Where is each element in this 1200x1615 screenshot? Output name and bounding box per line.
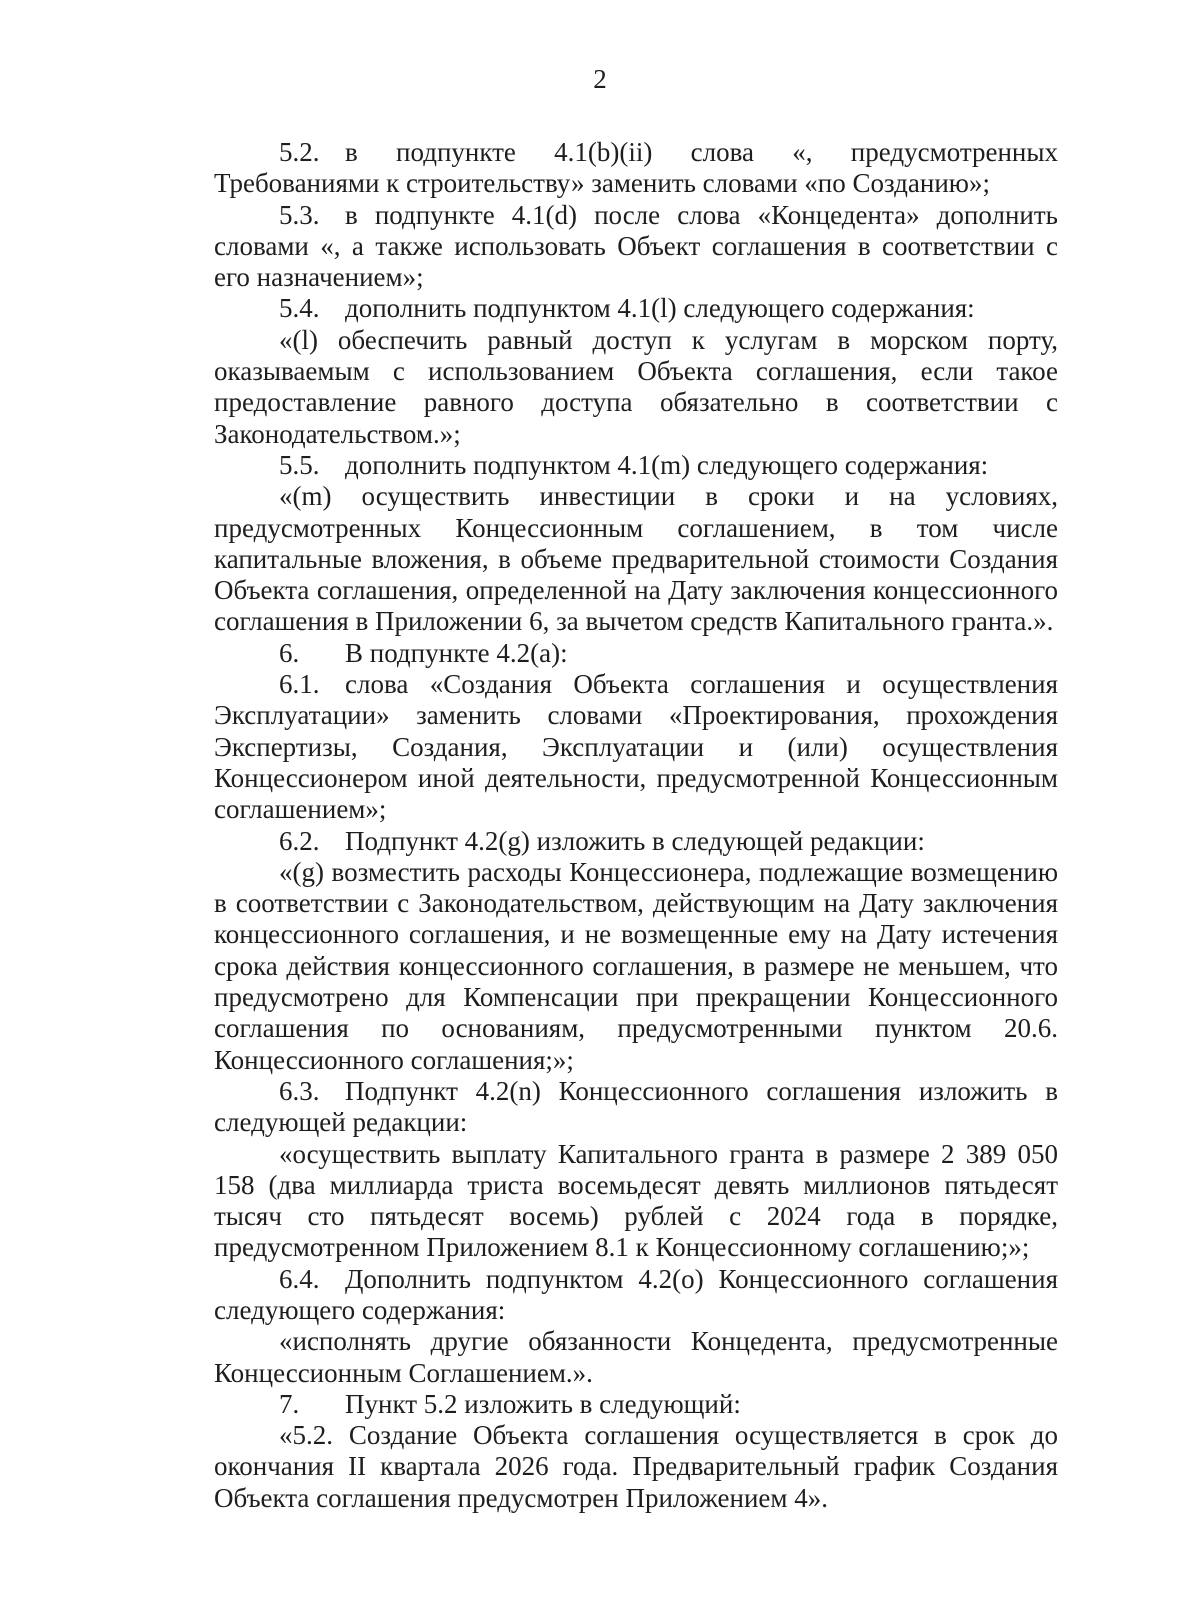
paragraph-text: «(g) возместить расходы Концессионера, подлежащие возмещению в соответствии с Законодательством, действующим на Дату заключения концессионного соглашения, и не возмещенные ему на Дату истечения срока действия концессионного соглашения, в размере не меньшем, что предусмотрено для Компенсации при прекращении Концессионного соглашения по основаниям, предусмотренными пунктом 20.6. Концессионного соглашения;»; xyxy=(214,856,1058,1075)
item-number: 5.2. xyxy=(279,137,320,167)
paragraph-6-2 xyxy=(214,826,1058,857)
quoted-subclause-4-1-l xyxy=(214,325,1058,450)
quoted-clause-5-2 xyxy=(214,1420,1058,1514)
item-number: 6.2. xyxy=(279,825,320,856)
paragraph-text: «исполнять другие обязанности Концедента, предусмотренные Концессионным Соглашением.». xyxy=(214,1326,1058,1388)
paragraph-5-3 xyxy=(214,200,1058,294)
item-number: 6.4. xyxy=(279,1263,320,1294)
paragraph-text: «(m) осуществить инвестиции в сроки и на условиях, предусмотренных Концессионным соглашением, в том числе капитальные вложения, в объеме предварительной стоимости Создания Объекта соглашения, определенной на Дату заключения концессионного соглашения в Приложении 6, за вычетом средств Капитального гранта.». xyxy=(214,481,1058,637)
paragraph-text: Подпункт 4.2(n) Концессионного соглашения изложить в следующей редакции: xyxy=(214,1075,1058,1138)
document-body xyxy=(214,137,1058,1514)
paragraph-text: «5.2. Создание Объекта соглашения осуществляется в срок до окончания II квартала 2026 года. Предварительный график Создания Объекта соглашения предусмотрен Приложением 4». xyxy=(214,1420,1058,1513)
paragraph-5-2 xyxy=(214,137,1058,200)
paragraph-6-4 xyxy=(214,1264,1058,1327)
item-number: 5.3. xyxy=(279,199,320,230)
item-number: 5.4. xyxy=(279,293,320,324)
paragraph-text: Пункт 5.2 изложить в следующий: xyxy=(345,1388,741,1419)
item-number: 7. xyxy=(279,1388,300,1419)
item-number: 5.5. xyxy=(279,449,320,480)
paragraph-text: слова «Создания Объекта соглашения и осуществления Эксплуатации» заменить словами «Проектирования, прохождения Экспертизы, Создания, Эксплуатации и (или) осуществления Концессионером иной деятельности, предусмотренной Концессионным соглашением»; xyxy=(214,669,1058,825)
item-number: 6. xyxy=(279,637,300,668)
paragraph-6-1 xyxy=(214,669,1058,825)
paragraph-6-3 xyxy=(214,1076,1058,1139)
paragraph-7 xyxy=(214,1389,1058,1420)
paragraph-5-4 xyxy=(214,293,1058,324)
paragraph-5-5 xyxy=(214,450,1058,481)
paragraph-text: дополнить подпунктом 4.1(l) следующего содержания: xyxy=(345,293,975,324)
paragraph-text: в подпункте 4.1(d) после слова «Концедента» дополнить словами «, а также использовать Объект соглашения в соответствии с его назначением»; xyxy=(214,199,1058,293)
paragraph-text: «осуществить выплату Капитального гранта в размере 2 389 050 158 (два миллиарда триста восемьдесят девять миллионов пятьдесят тысяч сто пятьдесят восемь) рублей с 2024 года в порядке, предусмотренном Приложением 8.1 к Концессионному соглашению;»; xyxy=(214,1138,1058,1263)
paragraph-text: В подпункте 4.2(a): xyxy=(345,637,568,668)
paragraph-6 xyxy=(214,638,1058,669)
item-number: 6.1. xyxy=(279,669,320,700)
page-number: 2 xyxy=(593,64,607,94)
paragraph-text: в подпункте 4.1(b)(ii) слова «, предусмотренных Требованиями к строительству» заменить словами «по Созданию»; xyxy=(214,137,1058,199)
quoted-subclause-4-1-m xyxy=(214,481,1058,637)
quoted-subclause-4-2-g xyxy=(214,857,1058,1076)
item-number: 6.3. xyxy=(279,1075,320,1106)
paragraph-text: Подпункт 4.2(g) изложить в следующей редакции: xyxy=(345,825,925,856)
quoted-subclause-4-2-n xyxy=(214,1139,1058,1264)
paragraph-text: Дополнить подпунктом 4.2(o) Концессионного соглашения следующего содержания: xyxy=(214,1263,1058,1325)
paragraph-text: дополнить подпунктом 4.1(m) следующего содержания: xyxy=(345,449,989,480)
paragraph-text: «(l) обеспечить равный доступ к услугам в морском порту, оказываемым с использованием Объекта соглашения, если такое предоставление равного доступа обязательно в соответствии с Законодательством.»; xyxy=(214,324,1058,449)
quoted-subclause-4-2-o xyxy=(214,1326,1058,1389)
